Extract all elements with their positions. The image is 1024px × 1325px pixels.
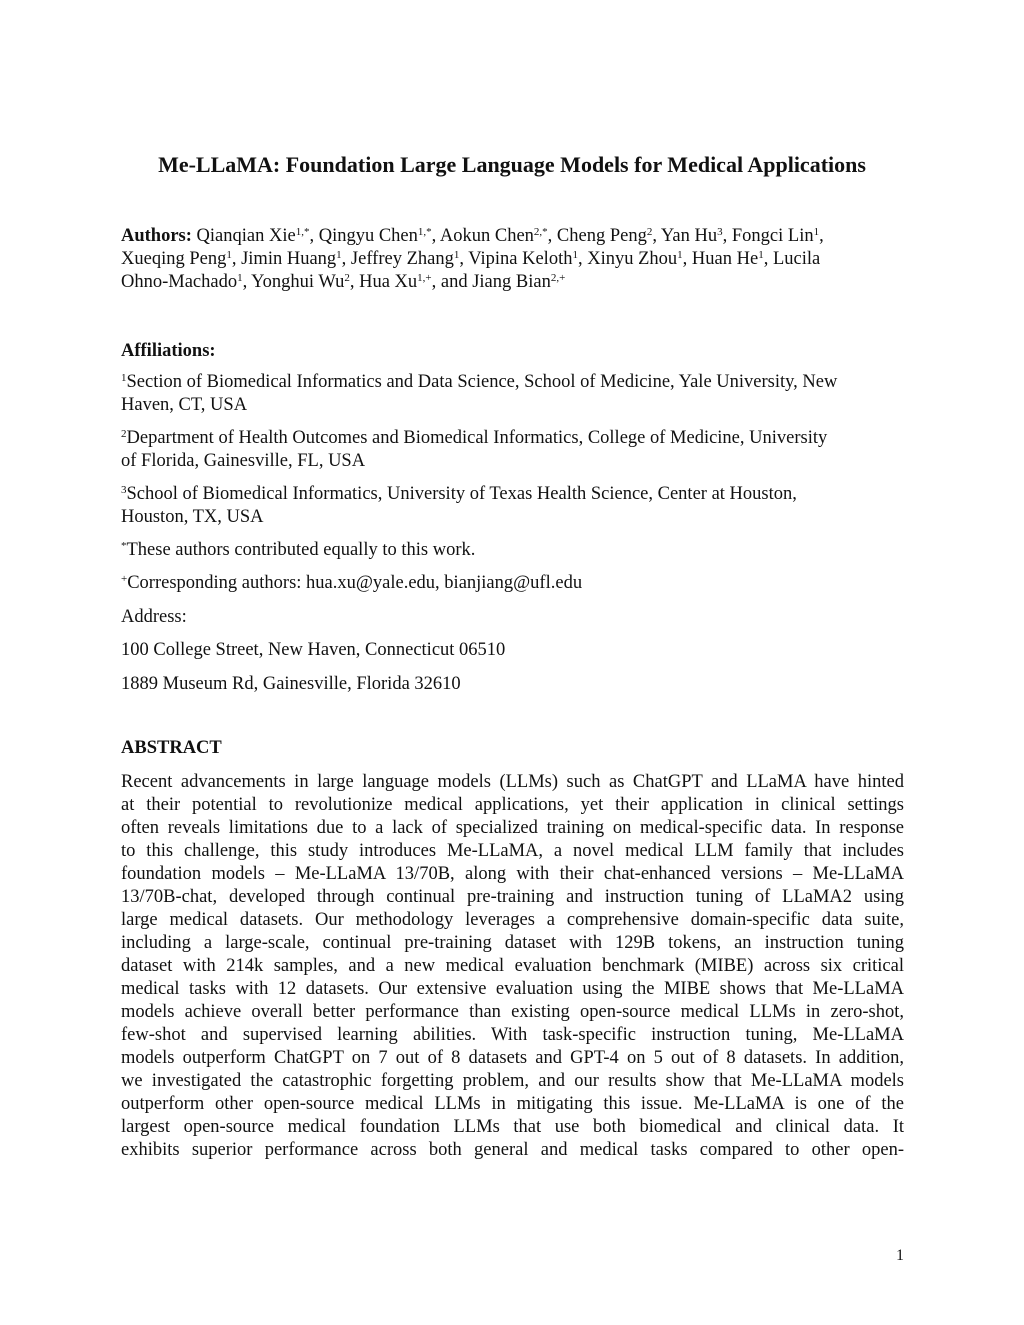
author-sup: 2 [344, 272, 350, 284]
author-sup: 1,+ [417, 272, 432, 284]
affiliation-text: of Florida, Gainesville, FL, USA [121, 451, 366, 471]
author-text: , Vipina Keloth [459, 249, 573, 269]
abstract-line: largest open-source medical foundation LLMs that use both biomedical and clinical data. It [121, 1117, 904, 1137]
affiliation-text: Houston, TX, USA [121, 507, 264, 527]
note-text: Corresponding authors: hua.xu@yale.edu, bianjiang@ufl.edu [127, 573, 583, 593]
author-sup: 1 [677, 249, 683, 261]
abstract-line: including a large-scale, continual pre-training dataset with 129B tokens, an instruction tuning [121, 933, 904, 953]
paper-title: Me-LLaMA: Foundation Large Language Models for Medical Applications [158, 152, 866, 177]
author-text: , Yonghui Wu [242, 272, 345, 292]
abstract-line: to this challenge, this study introduces Me-LLaMA, a novel medical LLM family that includes [121, 841, 904, 861]
abstract-line: we investigated the catastrophic forgetting problem, and our results show that Me-LLaMA models [121, 1071, 904, 1091]
author-line-2 [121, 248, 904, 271]
note-text: These authors contributed equally to this work. [126, 540, 476, 560]
author-sup: 1 [572, 249, 578, 261]
author-list [121, 225, 904, 294]
author-sup: 1 [226, 249, 232, 261]
affiliation-text: Department of Health Outcomes and Biomedical Informatics, College of Medicine, University [126, 428, 828, 448]
author-text: , Cheng Peng [547, 226, 647, 246]
author-sup: 1 [453, 249, 460, 261]
author-text: , Huan He [682, 249, 759, 269]
abstract-line: foundation models – Me-LLaMA 13/70B, along with their chat-enhanced versions – Me-LLaMA [121, 864, 904, 884]
abstract-line: outperform other open-source medical LLMs in mitigating this issue. Me-LLaMA is one of the [121, 1094, 904, 1114]
abstract-line: often reveals limitations due to a lack of specialized training on medical-specific data. In response [121, 818, 904, 838]
affiliation-text: School of Biomedical Informatics, University of Texas Health Science, Center at Houston, [126, 484, 797, 504]
abstract-line: dataset with 214k samples, and a new medical evaluation benchmark (MIBE) across six critical [121, 956, 904, 976]
author-text: , Jeffrey Zhang [341, 249, 454, 269]
author-text: Xueqing Peng [121, 249, 227, 269]
affiliation-text: Haven, CT, USA [121, 395, 248, 415]
address-line-2: 1889 Museum Rd, Gainesville, Florida 32610 [121, 674, 461, 694]
abstract-line: Recent advancements in large language models (LLMs) such as ChatGPT and LLaMA have hinted [121, 772, 904, 792]
author-text: , Jimin Huang [231, 249, 337, 269]
author-text: , Qingyu Chen [309, 226, 418, 246]
affiliations-heading: Affiliations: [121, 341, 216, 361]
abstract-line: exhibits superior performance across both general and medical tasks compared to other open- [121, 1140, 904, 1160]
author-sup: 1,* [417, 226, 432, 238]
author-text: Ohno-Machado [121, 272, 238, 292]
author-sup: 2,* [533, 226, 548, 238]
affiliation-3 [121, 483, 904, 529]
equal-contribution-note [121, 539, 904, 562]
author-text: Qianqian Xie [191, 226, 296, 246]
authors-label: Authors: [121, 226, 192, 246]
affiliation-text: Section of Biomedical Informatics and Data Science, School of Medicine, Yale University, New [126, 372, 838, 392]
author-sup: 1 [758, 249, 764, 261]
author-sup: 3 [717, 226, 723, 238]
abstract-body [121, 771, 904, 1162]
author-text: , Yan Hu [652, 226, 718, 246]
address-label: Address: [121, 607, 187, 627]
author-sup: 2 [646, 226, 653, 238]
abstract-line: at their potential to revolutionize medical applications, yet their application in clinical settings [121, 795, 904, 815]
author-line-3 [121, 271, 904, 294]
author-text: , Lucila [763, 249, 821, 269]
author-sup: 1 [813, 226, 820, 238]
author-text: , Hua Xu [349, 272, 418, 292]
abstract-line: few-shot and supervised learning abilities. With task-specific instruction tuning, Me-LLaMA [121, 1025, 904, 1045]
affiliation-sup: 3 [121, 484, 127, 496]
author-sup: 1 [336, 249, 342, 261]
author-sup: 1,* [295, 226, 310, 238]
author-text: , Xinyu Zhou [577, 249, 678, 269]
abstract-line: models outperform ChatGPT on 7 out of 8 datasets and GPT-4 on 5 out of 8 datasets. In addition, [121, 1048, 904, 1068]
author-sup: 2,+ [550, 272, 566, 284]
note-sup: * [121, 540, 127, 552]
note-sup: + [121, 573, 128, 585]
abstract-line: large medical datasets. Our methodology leverages a comprehensive domain-specific data suite, [121, 910, 904, 930]
abstract-heading: ABSTRACT [121, 738, 222, 758]
author-text: , Aokun Chen [431, 226, 534, 246]
author-sup: 1 [237, 272, 243, 284]
author-text: , Fongci Lin [722, 226, 814, 246]
corresponding-authors-note [121, 572, 904, 595]
abstract-line: 13/70B-chat, developed through continual pre-training and instruction tuning of LLaMA2 using [121, 887, 904, 907]
affiliation-2 [121, 427, 904, 473]
affiliation-sup: 2 [121, 428, 127, 440]
affiliation-sup: 1 [121, 372, 127, 384]
abstract-line: models achieve overall better performance than existing open-source medical LLMs in zero-shot, [121, 1002, 904, 1022]
affiliation-1 [121, 371, 904, 417]
author-text: , [819, 226, 824, 246]
author-line-1 [121, 225, 904, 248]
page-number: 1 [896, 1247, 904, 1264]
address-line-1: 100 College Street, New Haven, Connecticut 06510 [121, 640, 506, 660]
abstract-line: medical tasks with 12 datasets. Our extensive evaluation using the MIBE shows that Me-LLaMA [121, 979, 904, 999]
author-text: , and Jiang Bian [431, 272, 551, 292]
